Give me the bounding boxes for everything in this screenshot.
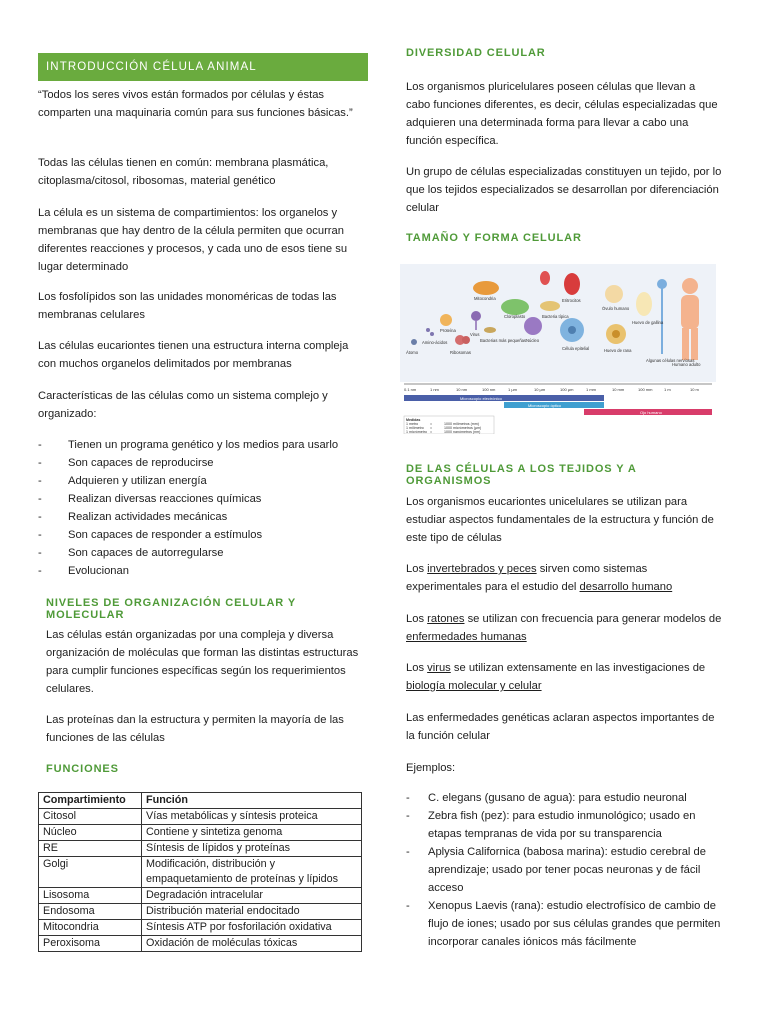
scale-tick: 10 m [690, 387, 699, 392]
paragraph-viruses: Los virus se utilizan extensamente en las investigaciones de biología molecular y celular [406, 662, 706, 692]
scale-tick: 10 nm [456, 387, 468, 392]
paragraph-examples-label: Ejemplos: [406, 762, 456, 774]
list-item: - Tienen un programa genético y los medios para usarlo [38, 436, 368, 454]
legend-entry: 1000 milímetros (mm) [444, 422, 479, 426]
protein-icon [440, 314, 452, 326]
section-banner-introduccion: INTRODUCCIÓN CÉLULA ANIMAL [38, 53, 368, 81]
list-item: - Adquieren y utilizan energía [38, 472, 368, 490]
legend-entry: = [430, 426, 433, 430]
paragraph-unicellular: Los organismos eucariontes unicelulares se utilizan para estudiar aspectos fundamentales de la estructura y función de este tipo de células [406, 496, 714, 544]
table-cell: Golgi [39, 857, 142, 888]
table-row [39, 857, 362, 888]
paragraph-compartments: La célula es un sistema de compartimientos: los organelos y membranas que hay dentro de la célula permiten que ocurran diferentes reacciones y procesos, y cada uno de esos tiene su lugar determinado [38, 207, 348, 273]
heading-tamano: TAMAÑO Y FORMA CELULAR [406, 232, 582, 244]
table-cell: Modificación, distribución y empaquetamiento de proteínas y lípidos [142, 857, 362, 888]
list-item: - Realizan actividades mecánicas [38, 508, 368, 526]
legend-entry: = [430, 422, 433, 426]
list-item: - Son capaces de autorregularse [38, 544, 368, 562]
scale-tick: 0.1 nm [404, 387, 417, 392]
legend-entry: 1 micrómetro [406, 430, 427, 434]
paragraph-organization: Las células están organizadas por una compleja y diversa organización de moléculas que forman las distintas estructuras para cumplir funciones específicas según los requerimientos celulares. [46, 629, 359, 695]
paragraph-specialized-cells: Los organismos pluricelulares poseen células que llevan a cabo funciones diferentes, es decir, células especializadas que adquieren una determinada forma para llevar a cabo una función específica. [406, 81, 718, 147]
table-cell: Degradación intracelular [142, 888, 362, 904]
paragraph-genetic-diseases: Las enfermedades genéticas aclaran aspectos importantes de la función celular [406, 712, 715, 742]
paragraph-invertebrates: Los invertebrados y peces sirven como sistemas experimentales para el estudio del desarrollo humano [406, 563, 673, 593]
table-cell: Peroxisoma [39, 936, 142, 952]
bar-label: Ojo humano [640, 410, 662, 415]
table-cell: Oxidación de moléculas tóxicas [142, 936, 362, 952]
table-cell: Citosol [39, 809, 142, 825]
paragraph-phospholipids: Los fosfolípidos son las unidades monoméricas de todas las membranas celulares [38, 291, 337, 321]
heading-funciones: FUNCIONES [46, 763, 119, 775]
heading-diversidad: DIVERSIDAD CELULAR [406, 47, 546, 59]
bar-label: Microscopio electrónico [460, 396, 502, 401]
table-cell: Lisosoma [39, 888, 142, 904]
functions-table [38, 792, 362, 952]
scale-tick: 100 µm [560, 387, 574, 392]
frog-egg-icon [606, 324, 626, 344]
list-item: - Xenopus Laevis (rana): estudio electrofísico de cambio de flujo de iones; usado por sus células grandes que permiten incorporar canales iónicos más fácilmente [406, 897, 722, 951]
scale-tick: 1 mm [586, 387, 596, 392]
table-row [39, 809, 362, 825]
characteristics-list [38, 436, 368, 580]
legend-entry: 1 metro [406, 422, 419, 426]
figure-label: Amino-ácidos [422, 340, 448, 345]
table-header: Función [142, 793, 362, 809]
scale-tick: 100 mm [638, 387, 653, 392]
paragraph-characteristics-intro: Características de las células como un sistema complejo y organizado: [38, 390, 328, 420]
table-cell: RE [39, 841, 142, 857]
figure-label: Virus [470, 332, 480, 337]
table-cell: Síntesis ATP por fosforilación oxidativa [142, 920, 362, 936]
examples-list [406, 789, 722, 951]
list-item: - Realizan diversas reacciones químicas [38, 490, 368, 508]
paragraph-tissues: Un grupo de células especializadas constituyen un tejido, por lo que los tejidos especializados se desarrollan por diferenciación celular [406, 166, 722, 214]
legend-entry: 1000 nanómetros (nm) [444, 430, 481, 434]
chloroplast-icon [501, 299, 529, 315]
bacteria-icon [540, 301, 560, 311]
table-cell: Vías metabólicas y síntesis proteica [142, 809, 362, 825]
atom-icon [411, 339, 417, 345]
figure-label: Humano adulto [672, 362, 701, 367]
scale-tick: 10 mm [612, 387, 625, 392]
figure-label: Algunas células nerviosas [646, 358, 695, 363]
electron-microscope-bar [404, 395, 604, 401]
legend-entry: = [430, 430, 433, 434]
figure-label: Bacterias más pequeñas [480, 338, 527, 343]
table-row [39, 904, 362, 920]
paragraph-mice: Los ratones se utilizan con frecuencia para generar modelos de enfermedades humanas [406, 613, 722, 643]
human-ovum-icon [605, 285, 623, 303]
paragraph-eukaryotes: Las células eucariontes tienen una estructura interna compleja con muchos organelos delimitados por membranas [38, 340, 349, 370]
table-cell: Distribución material endocitado [142, 904, 362, 920]
scale-tick: 1 nm [430, 387, 439, 392]
table-cell: Contiene y sintetiza genoma [142, 825, 362, 841]
intro-quote: “Todos los seres vivos están formados por células y éstas comparten una maquinaria común para sus funciones básicas.” [38, 89, 353, 119]
figure-label: Núcleo [526, 338, 540, 343]
heading-niveles: NIVELES DE ORGANIZACIÓN CELULAR Y MOLECULAR [46, 597, 296, 621]
paragraph-common-components: Todas las células tienen en común: membrana plasmática, citoplasma/citosol, ribosomas, material genético [38, 157, 329, 187]
bar-label: Microscopio óptico [528, 403, 562, 408]
list-item: - Evolucionan [38, 562, 368, 580]
table-header: Compartimiento [39, 793, 142, 809]
figure-label: Ribosomas [450, 350, 471, 355]
figure-label: Huevo de rana [604, 348, 632, 353]
list-item: - C. elegans (gusano de agua): para estudio neuronal [406, 789, 722, 807]
list-item: - Son capaces de reproducirse [38, 454, 368, 472]
heading-tejidos: DE LAS CÉLULAS A LOS TEJIDOS Y A ORGANISMOS [406, 463, 637, 487]
paragraph-proteins: Las proteínas dan la estructura y permiten la mayoría de las funciones de las células [46, 714, 344, 744]
table-row [39, 920, 362, 936]
table-header-row [39, 793, 362, 809]
figure-label: Óvulo humano [602, 306, 630, 311]
table-cell: Mitocondria [39, 920, 142, 936]
epithelial-cell-icon [560, 318, 584, 342]
table-row [39, 841, 362, 857]
list-item: - Son capaces de responder a estímulos [38, 526, 368, 544]
list-item: - Zebra fish (pez): para estudio inmunológico; usado en etapas tempranas de vida por su transparencia [406, 807, 722, 843]
table-row [39, 825, 362, 841]
scale-tick: 1 µm [508, 387, 517, 392]
figure-label: Eritrocitos [562, 298, 581, 303]
figure-label: Huevo de gallina [632, 320, 664, 325]
mitochondria-icon [473, 281, 499, 295]
legend-entry: 1000 micrómetros (µm) [444, 426, 482, 430]
figure-label: Mitocondria [474, 296, 496, 301]
table-cell: Síntesis de lípidos y proteínas [142, 841, 362, 857]
table-row [39, 936, 362, 952]
small-bacteria-icon [484, 327, 496, 333]
scale-tick: 1 m [664, 387, 671, 392]
chicken-egg-icon [636, 292, 652, 316]
legend-entry: 1 milímetro [406, 426, 424, 430]
figure-label: Proteína [440, 328, 456, 333]
table-cell: Núcleo [39, 825, 142, 841]
figure-label: Célula epitelial [562, 346, 590, 351]
scale-tick: 10 µm [534, 387, 546, 392]
figure-label: Bacteria típica [542, 314, 569, 319]
scale-tick: 100 nm [482, 387, 496, 392]
table-row [39, 888, 362, 904]
table-cell: Endosoma [39, 904, 142, 920]
figure-label: Átomo [406, 350, 419, 355]
figure-label: Cloroplasto [504, 314, 526, 319]
ribosome-icon [455, 335, 470, 345]
cell-size-figure [400, 264, 716, 434]
list-item: - Aplysia Californica (babosa marina): estudio cerebral de aprendizaje; usado por tener pocas neuronas y de fácil acceso [406, 843, 722, 897]
legend-title: Medidas [406, 418, 421, 422]
nucleus-icon [524, 317, 542, 335]
